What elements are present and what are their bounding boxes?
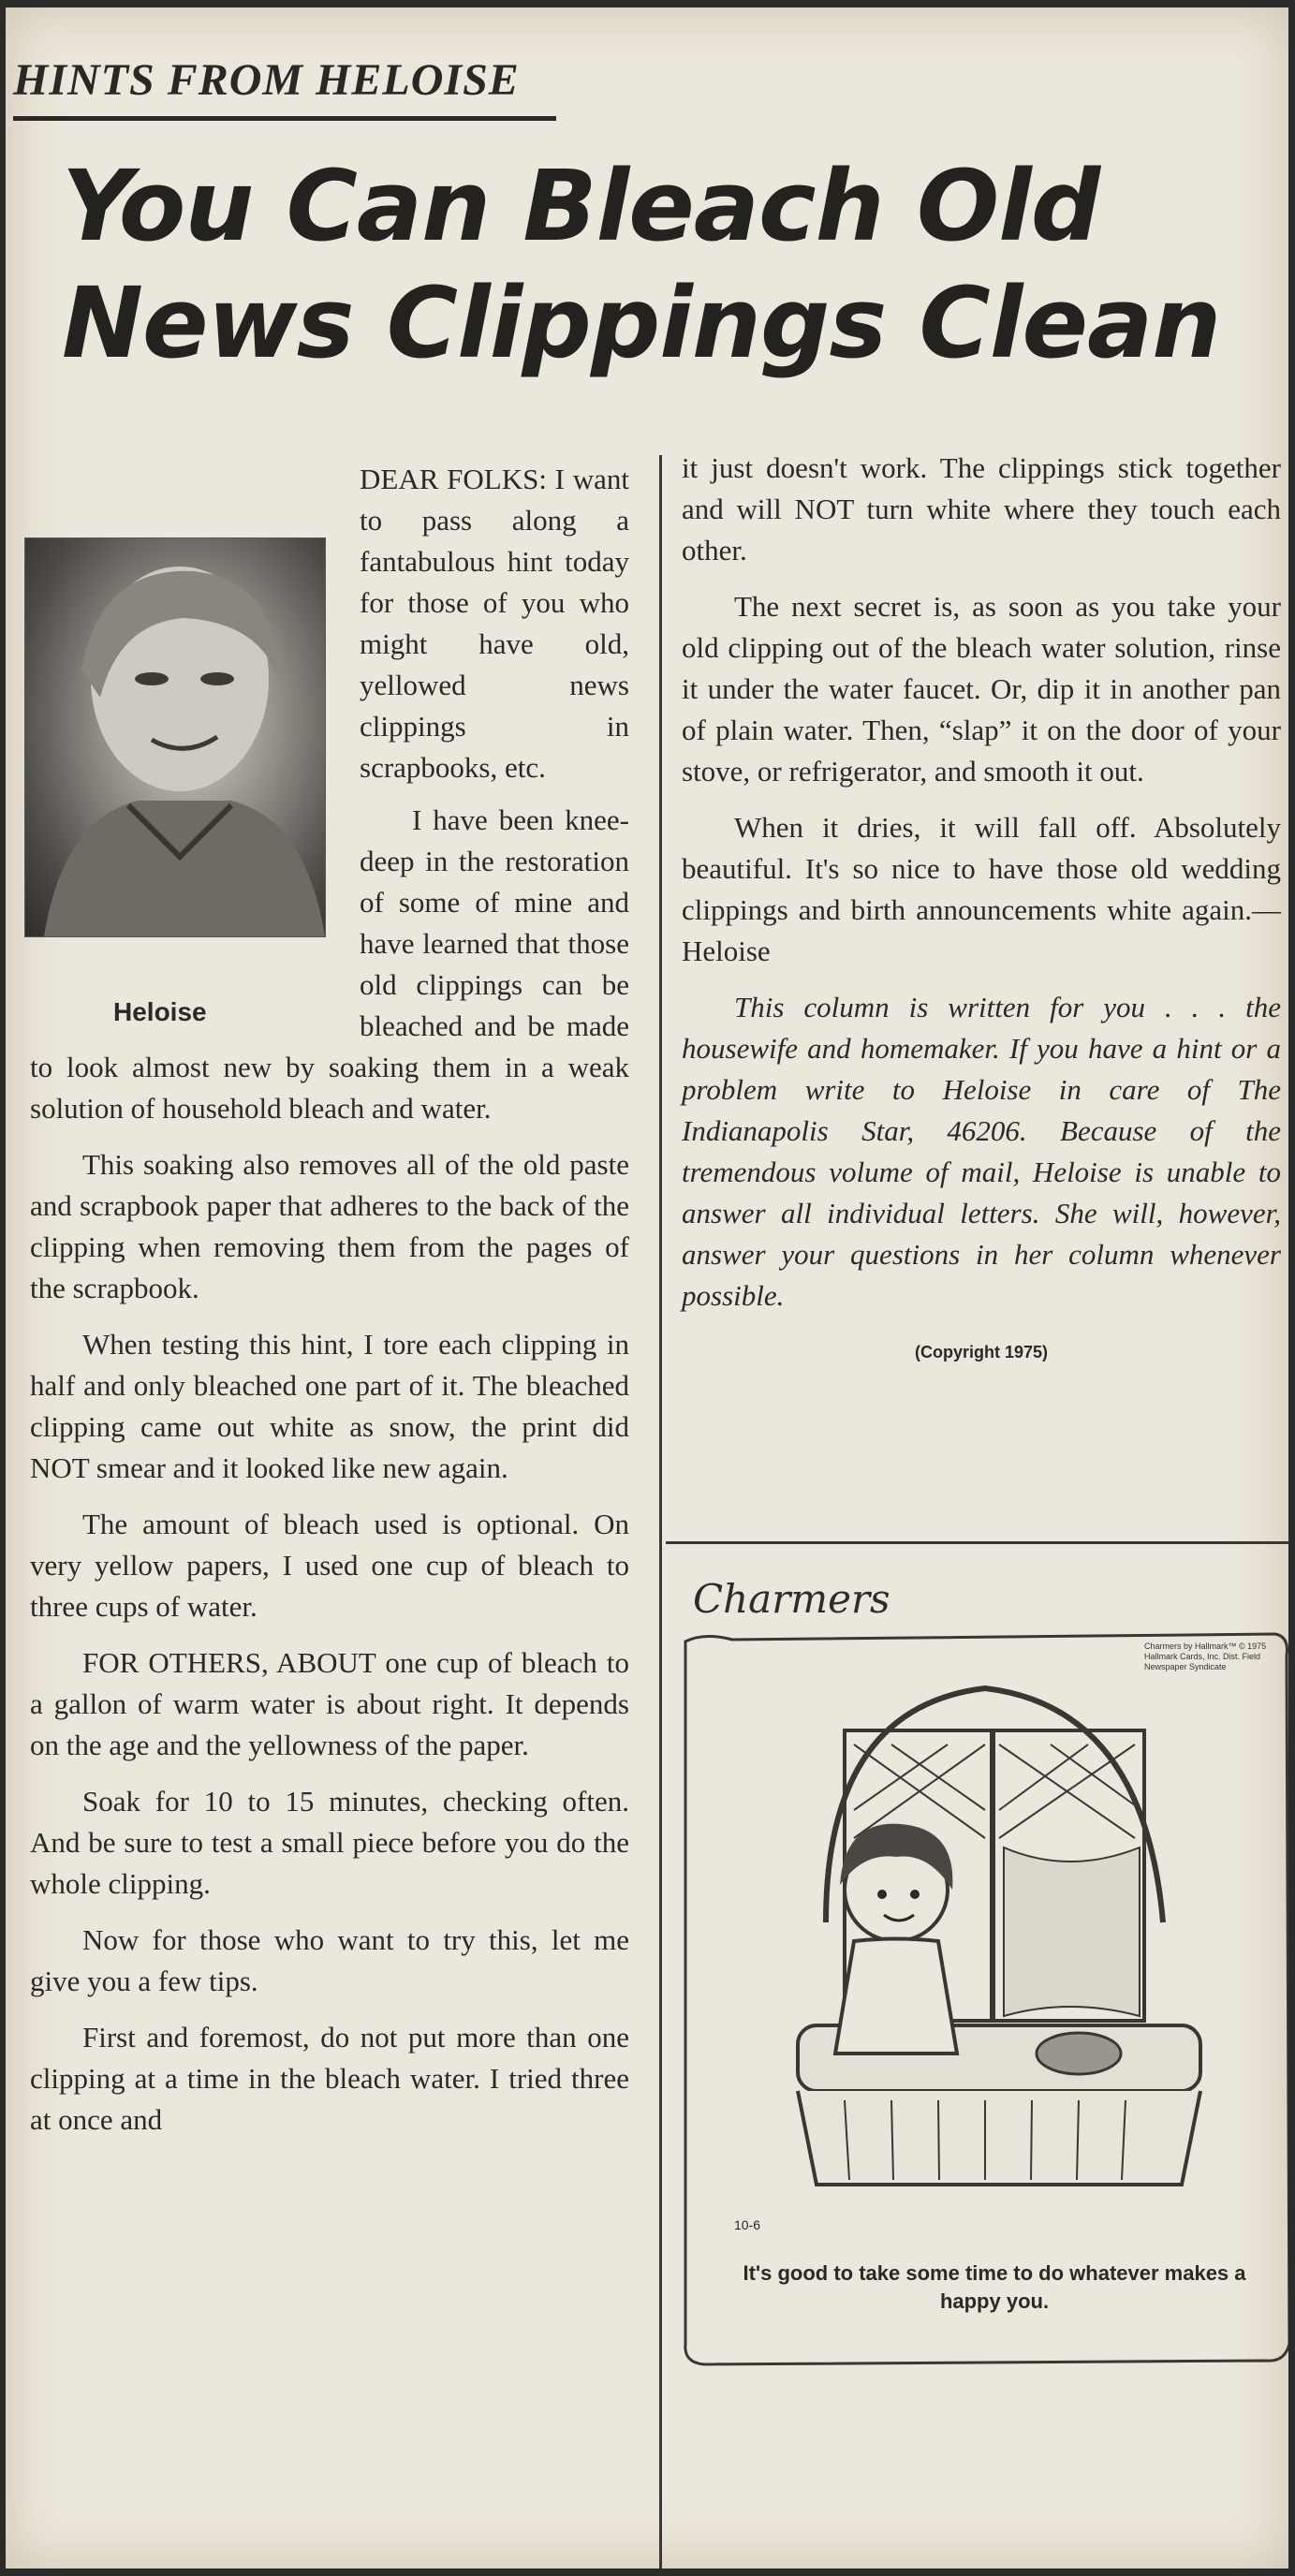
copyright: (Copyright 1975) (914, 1343, 1049, 1362)
paragraph: it just doesn't work. The clippings stick together and will NOT turn white where they touch each other. (682, 451, 1281, 567)
author-photo (24, 537, 326, 937)
column-note (682, 987, 1281, 1317)
cartoon-illustration (676, 1567, 1288, 2372)
paragraph: The amount of bleach used is optional. On very yellow papers, I used one cup of bleach to three cups of water. (30, 1508, 629, 1623)
cartoon-title: Charmers (693, 1576, 890, 1622)
paragraph (30, 459, 629, 1129)
right-column (682, 448, 1281, 1373)
paragraph: FOR OTHERS, ABOUT one cup of bleach to a gallon of warm water is about right. It depends on the age and the yellowness of the paper. (30, 1646, 629, 1761)
newspaper-clipping (6, 7, 1288, 2569)
headline: You Can Bleach Old News Clippings Clean (62, 149, 1221, 380)
paragraph: The next secret is, as soon as you take your old clipping out of the bleach water solution, rinse it under the water faucet. Or, dip it in another pan of plain water. Then, “slap” it on the door of your stove, or refrigerator, and smooth it out. (682, 590, 1281, 788)
cartoon-caption: It's good to take some time to do whatever makes a happy you. (743, 2261, 1246, 2313)
paragraph-text: I have been knee-deep in the restoration of some of mine and have learned that those old clippings can be bleached and be made to look almost new by soaking them in a weak solution of household bleach and water. (30, 803, 629, 1125)
paragraph: First and foremost, do not put more than one clipping at a time in the bleach water. I tried three at once and (30, 2021, 629, 2136)
column-kicker: HINTS FROM HELOISE (13, 55, 520, 105)
paragraph: Now for those who want to try this, let me give you a few tips. (30, 1923, 629, 1997)
note-text: This column is written for you . . . the housewife and homemaker. If you have a hint or a problem write to Heloise in care of The Indianapolis Star, 46206. Because of the tremendous volume of mail, Heloise is unable to answer all individual letters. She will, however, answer your questions in her column whenever possible. (682, 991, 1281, 1312)
paragraph: This soaking also removes all of the old paste and scrapbook paper that adheres to the back of the clipping when removing them from the pages of the scrapbook. (30, 1148, 629, 1304)
left-column (30, 459, 629, 2156)
portrait-illustration (25, 538, 325, 936)
author-photo-box (24, 508, 326, 1037)
section-divider (666, 1541, 1288, 1544)
photo-caption: Heloise (113, 997, 207, 1026)
kicker-underline (13, 116, 556, 121)
paragraph-text: DEAR FOLKS: I want to pass along a fantabulous hint today for those of you who might have old, yellowed news clippings in scrapbooks, etc. (360, 463, 629, 784)
column-divider (659, 455, 662, 2569)
paragraph: Soak for 10 to 15 minutes, checking often. And be sure to test a small piece before you do the whole clipping. (30, 1785, 629, 1900)
cartoon-number: 10-6 (734, 2217, 761, 2232)
charmers-cartoon (676, 1567, 1288, 2372)
cartoon-copyright: Charmers by Hallmark™ © 1975 Hallmark Cards, Inc. Dist. Field Newspaper Syndicate (1144, 1641, 1267, 1671)
paragraph: When it dries, it will fall off. Absolutely beautiful. It's so nice to have those old wedding clippings and birth announcements white again.—Heloise (682, 811, 1281, 967)
paragraph: When testing this hint, I tore each clipping in half and only bleached one part of it. The bleached clipping came out white as snow, the print did NOT smear and it looked like new again. (30, 1328, 629, 1484)
